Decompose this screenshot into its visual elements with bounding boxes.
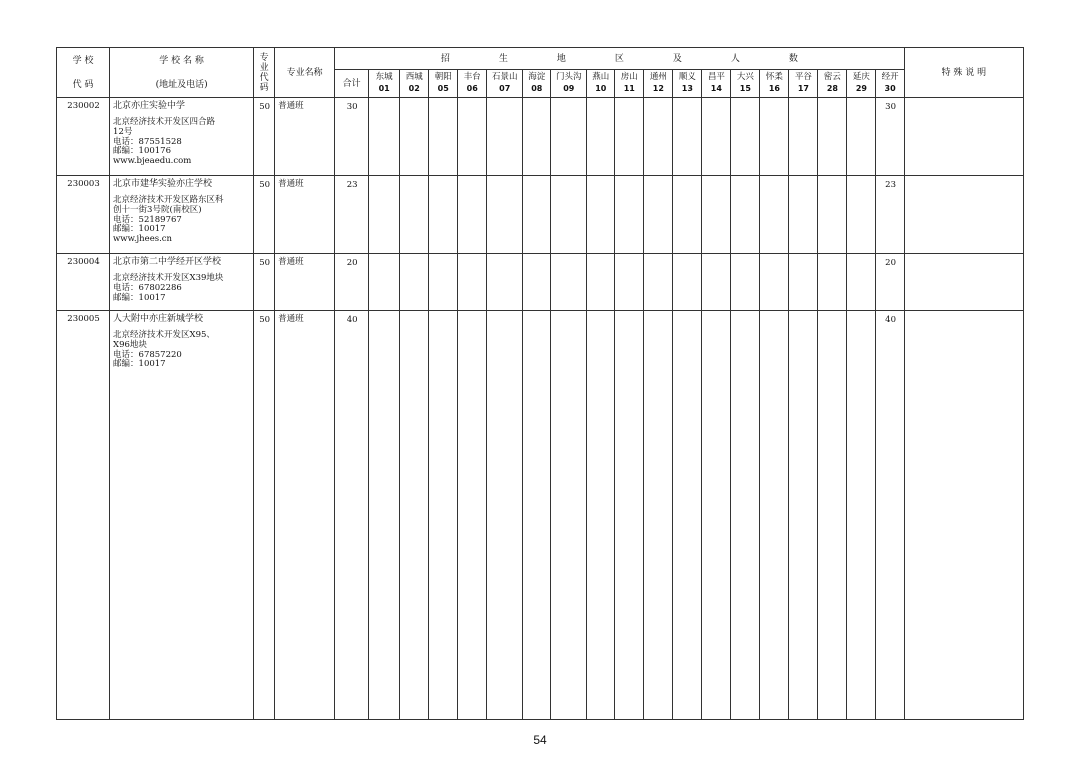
district-name: 海淀 xyxy=(528,72,546,82)
district-count xyxy=(818,176,847,254)
district-count xyxy=(731,176,760,254)
district-count xyxy=(702,98,731,176)
address-line: 北京经济技术开发区X39地块 xyxy=(113,273,224,283)
district-count xyxy=(615,311,644,720)
recruit-title-char: 地 xyxy=(556,53,566,64)
major-code: 50 xyxy=(254,98,275,176)
district-name: 石景山 xyxy=(491,72,518,82)
major-name: 普通班 xyxy=(275,176,335,254)
enrollment-table xyxy=(56,47,1024,720)
district-header xyxy=(587,70,615,98)
district-count xyxy=(702,254,731,311)
district-count xyxy=(487,311,523,720)
district-count xyxy=(458,311,487,720)
district-header xyxy=(458,70,487,98)
address-line: 北京经济技术开发区四合路 xyxy=(113,117,216,127)
notes-cell xyxy=(904,254,1023,311)
school-code-header-line1: 学 校 xyxy=(72,55,94,66)
major-code-char: 码 xyxy=(259,82,269,93)
school-name: 人大附中亦庄新城学校 xyxy=(113,314,204,324)
district-count xyxy=(644,176,673,254)
total-count: 30 xyxy=(335,98,369,176)
district-code: 12 xyxy=(652,84,664,93)
district-code: 16 xyxy=(768,84,780,93)
school-name-cell xyxy=(110,311,254,720)
district-count xyxy=(587,311,615,720)
recruit-title-header xyxy=(335,48,905,70)
district-count xyxy=(702,176,731,254)
district-count xyxy=(731,311,760,720)
major-name: 普通班 xyxy=(275,254,335,311)
notes-header xyxy=(904,48,1023,98)
district-code: 08 xyxy=(531,84,543,93)
table-row xyxy=(57,311,1024,720)
address-line: www.jhees.cn xyxy=(113,234,173,245)
school-code: 230004 xyxy=(57,254,110,311)
district-count xyxy=(847,98,876,176)
district-name: 西城 xyxy=(405,72,423,82)
district-count xyxy=(523,176,551,254)
major-name: 普通班 xyxy=(275,98,335,176)
district-count xyxy=(847,176,876,254)
district-count xyxy=(523,254,551,311)
school-name: 北京市建华实验亦庄学校 xyxy=(113,179,213,189)
recruit-title-char: 生 xyxy=(498,53,508,64)
district-count xyxy=(551,98,587,176)
district-code: 06 xyxy=(466,84,478,93)
table-row xyxy=(57,98,1024,176)
district-name: 丰台 xyxy=(463,72,481,82)
district-count xyxy=(487,98,523,176)
district-code: 14 xyxy=(710,84,722,93)
district-count xyxy=(587,176,615,254)
district-header xyxy=(400,70,429,98)
district-count xyxy=(429,98,458,176)
address-line: 北京经济技术开发区X95、 xyxy=(113,330,215,340)
major-name-header-text: 专业名称 xyxy=(286,67,323,78)
district-count xyxy=(789,176,818,254)
school-name: 北京市第二中学经开区学校 xyxy=(113,257,222,267)
district-count xyxy=(369,176,400,254)
school-name-cell xyxy=(110,98,254,176)
district-header xyxy=(760,70,789,98)
district-name: 门头沟 xyxy=(556,72,582,82)
major-code-char: 专 xyxy=(259,52,269,63)
jingkai-count: 30 xyxy=(876,98,904,176)
recruit-title-char: 区 xyxy=(614,53,624,64)
district-header xyxy=(429,70,458,98)
school-name: 北京亦庄实验中学 xyxy=(113,101,186,111)
district-header xyxy=(847,70,876,98)
school-code: 230002 xyxy=(57,98,110,176)
district-name: 怀柔 xyxy=(765,72,783,82)
address-line: 创十一街3号院(南校区) xyxy=(113,204,202,215)
district-count xyxy=(789,98,818,176)
district-count xyxy=(551,176,587,254)
district-count xyxy=(400,254,429,311)
district-count xyxy=(369,311,400,720)
major-code: 50 xyxy=(254,176,275,254)
district-count xyxy=(789,254,818,311)
district-header xyxy=(487,70,523,98)
district-header xyxy=(644,70,673,98)
school-name-cell xyxy=(110,176,254,254)
major-code-char: 业 xyxy=(259,62,269,73)
district-count xyxy=(400,311,429,720)
district-name: 朝阳 xyxy=(434,72,452,82)
district-count xyxy=(369,254,400,311)
district-name: 东城 xyxy=(375,72,393,82)
table-row xyxy=(57,254,1024,311)
major-name: 普通班 xyxy=(275,311,335,720)
district-count xyxy=(760,311,789,720)
district-code: 28 xyxy=(826,84,838,93)
district-count xyxy=(789,311,818,720)
school-name-header xyxy=(110,48,254,98)
district-count xyxy=(644,311,673,720)
district-name: 房山 xyxy=(620,72,638,82)
address-line: www.bjeaedu.com xyxy=(113,156,192,167)
recruit-title-char: 数 xyxy=(788,53,798,64)
district-count xyxy=(818,98,847,176)
district-count xyxy=(587,98,615,176)
district-count xyxy=(615,254,644,311)
district-name: 昌平 xyxy=(707,72,725,82)
district-name: 经开 xyxy=(881,72,899,82)
district-header xyxy=(551,70,587,98)
district-name: 大兴 xyxy=(736,72,754,82)
total-header xyxy=(335,70,369,98)
district-count xyxy=(847,254,876,311)
district-code: 30 xyxy=(884,84,896,93)
major-code-char: 代 xyxy=(259,72,269,83)
district-count xyxy=(760,98,789,176)
recruit-title-char: 及 xyxy=(672,53,682,64)
district-count xyxy=(673,254,702,311)
district-count xyxy=(673,176,702,254)
district-header xyxy=(731,70,760,98)
district-count xyxy=(702,311,731,720)
district-count xyxy=(615,176,644,254)
district-count xyxy=(458,176,487,254)
district-count xyxy=(818,254,847,311)
major-code: 50 xyxy=(254,311,275,720)
table-row xyxy=(57,176,1024,254)
district-count xyxy=(458,98,487,176)
school-name-cell xyxy=(110,254,254,311)
district-count xyxy=(587,254,615,311)
district-header xyxy=(615,70,644,98)
district-count xyxy=(818,311,847,720)
district-count xyxy=(523,311,551,720)
address-line: 邮编：10017 xyxy=(113,292,166,303)
district-count xyxy=(615,98,644,176)
address-line: X96地块 xyxy=(113,339,147,350)
notes-cell xyxy=(904,176,1023,254)
school-code-header xyxy=(57,48,110,98)
district-count xyxy=(523,98,551,176)
address-line: 电话：67857220 xyxy=(113,349,182,360)
major-name-header xyxy=(275,48,335,98)
district-code: 17 xyxy=(797,84,809,93)
district-name: 顺义 xyxy=(678,72,696,82)
jingkai-count: 23 xyxy=(876,176,904,254)
district-code: 15 xyxy=(739,84,751,93)
page-number: 54 xyxy=(533,733,547,747)
address-line: 邮编：10017 xyxy=(113,224,166,235)
total-count: 40 xyxy=(335,311,369,720)
district-name: 延庆 xyxy=(852,72,870,82)
district-name: 通州 xyxy=(649,72,667,82)
major-code-header xyxy=(254,48,275,98)
school-name-header-line1: 学 校 名 称 xyxy=(159,55,204,66)
notes-cell xyxy=(904,98,1023,176)
district-code: 02 xyxy=(408,84,420,93)
district-header xyxy=(523,70,551,98)
district-code: 01 xyxy=(378,84,390,93)
district-count xyxy=(429,311,458,720)
address-line: 电话：52189767 xyxy=(113,214,182,225)
recruit-title-char: 招 xyxy=(440,53,450,64)
district-header xyxy=(673,70,702,98)
district-code: 07 xyxy=(499,84,511,93)
district-count xyxy=(551,254,587,311)
district-count xyxy=(673,98,702,176)
school-name-header-line2: (地址及电话) xyxy=(155,79,208,90)
district-count xyxy=(731,98,760,176)
school-code-header-line2: 代 码 xyxy=(72,79,94,90)
notes-cell xyxy=(904,311,1023,720)
address-line: 邮编：10017 xyxy=(113,359,166,370)
school-code: 230005 xyxy=(57,311,110,720)
district-count xyxy=(400,176,429,254)
district-count xyxy=(429,254,458,311)
district-header xyxy=(818,70,847,98)
district-name: 燕山 xyxy=(592,72,610,82)
district-count xyxy=(760,254,789,311)
total-count: 20 xyxy=(335,254,369,311)
address-line: 电话：67802286 xyxy=(113,282,182,293)
school-code: 230003 xyxy=(57,176,110,254)
district-code: 10 xyxy=(595,84,607,93)
address-line: 北京经济技术开发区路东区科 xyxy=(113,195,224,205)
address-line: 邮编：100176 xyxy=(113,146,171,157)
district-count xyxy=(487,254,523,311)
district-code: 05 xyxy=(437,84,449,93)
district-code: 09 xyxy=(563,84,575,93)
district-header xyxy=(789,70,818,98)
district-name: 密云 xyxy=(823,72,841,82)
notes-header-text: 特 殊 说 明 xyxy=(941,67,987,78)
district-count xyxy=(644,254,673,311)
jingkai-count: 40 xyxy=(876,311,904,720)
district-header xyxy=(369,70,400,98)
total-header-text: 合计 xyxy=(342,78,361,89)
district-code: 11 xyxy=(623,84,635,93)
district-count xyxy=(369,98,400,176)
district-count xyxy=(487,176,523,254)
district-name: 平谷 xyxy=(794,72,812,82)
recruit-title-char: 人 xyxy=(730,53,740,64)
address-line: 电话：87551528 xyxy=(113,136,182,147)
total-count: 23 xyxy=(335,176,369,254)
jingkai-count: 20 xyxy=(876,254,904,311)
district-header xyxy=(702,70,731,98)
district-code: 13 xyxy=(681,84,693,93)
district-count xyxy=(644,98,673,176)
major-code: 50 xyxy=(254,254,275,311)
district-count xyxy=(673,311,702,720)
header-row-top xyxy=(57,48,1024,70)
district-count xyxy=(760,176,789,254)
district-count xyxy=(551,311,587,720)
district-count xyxy=(731,254,760,311)
district-header xyxy=(876,70,904,98)
address-line: 12号 xyxy=(113,126,133,137)
district-count xyxy=(847,311,876,720)
district-count xyxy=(429,176,458,254)
district-code: 29 xyxy=(855,84,867,93)
district-count xyxy=(400,98,429,176)
district-count xyxy=(458,254,487,311)
